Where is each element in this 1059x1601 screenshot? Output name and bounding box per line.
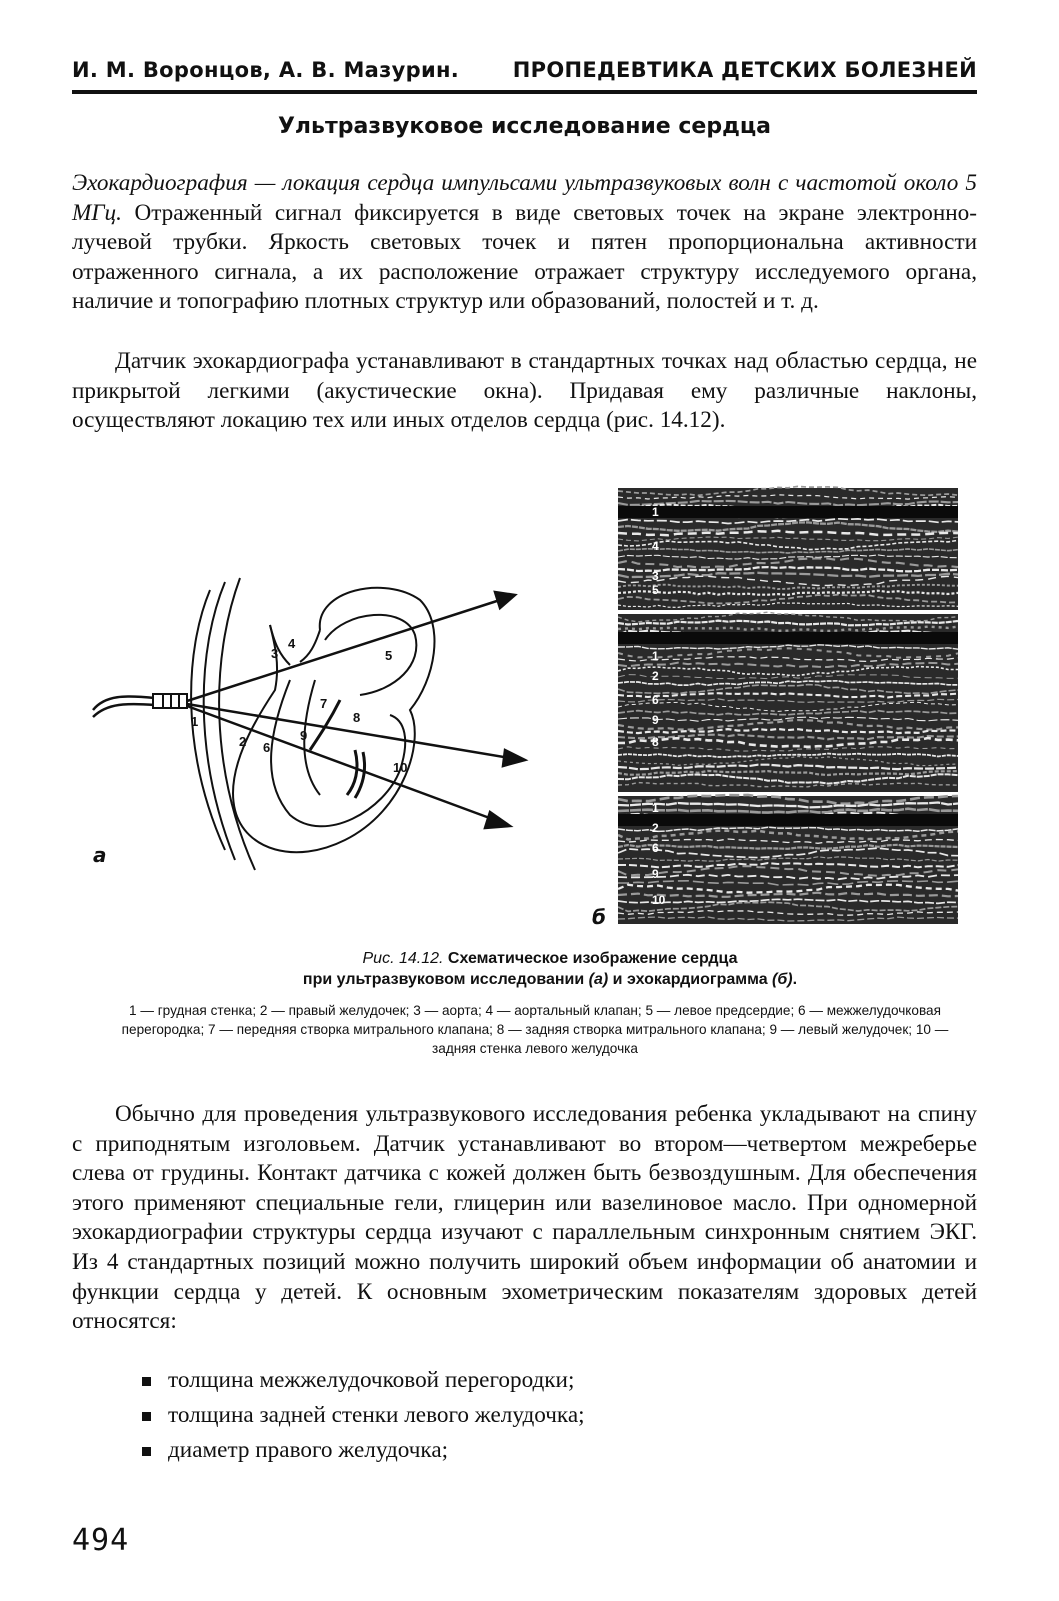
echo-band bbox=[618, 814, 958, 826]
scheme-number-4: 4 bbox=[288, 636, 296, 651]
section-title: Ультразвуковое исследование сердца bbox=[277, 114, 772, 139]
scheme-number-9: 9 bbox=[300, 728, 308, 743]
scheme-number-2: 2 bbox=[239, 734, 247, 749]
list-item bbox=[140, 1363, 960, 1398]
echo-label-4: 5 bbox=[652, 583, 659, 597]
echo-label-3: 3 bbox=[652, 569, 659, 583]
paragraph-1-definition: Эхокардиография — локация сердца импульсами ультразвуковых волн с частотой около 5 МГц. bbox=[72, 170, 977, 226]
scheme-number-7: 7 bbox=[320, 696, 328, 711]
figure-label-a: а bbox=[93, 843, 107, 867]
list-item-text: толщина задней стенки левого желудочка; bbox=[168, 1402, 585, 1428]
scheme-number-5: 5 bbox=[385, 648, 393, 663]
echo-label-5: 1 bbox=[652, 649, 659, 663]
echo-label-10: 1 bbox=[652, 801, 659, 815]
header-rule bbox=[72, 90, 977, 94]
echo-label-13: 9 bbox=[652, 867, 659, 881]
scheme-number-1: 1 bbox=[191, 714, 199, 729]
figure-a-heart-scheme bbox=[85, 570, 535, 890]
caption-line-2a: при ультразвуковом исследовании bbox=[302, 971, 589, 988]
echo-label-7: 6 bbox=[652, 693, 659, 707]
echo-label-11: 2 bbox=[652, 821, 659, 835]
paragraph-1-text: Отраженный сигнал фиксируется в виде световых точек на экране электронно-лучевой трубки. Яркость световых точек и пятен пропорциональна активности отраженного сигнала, а их расположение отражает структуру исследуемого органа, наличие и топографию плотных структур или образований, полостей и т. д. bbox=[72, 199, 977, 315]
echo-label-2: 4 bbox=[652, 539, 659, 553]
list-item-text: толщина межжелудочковой перегородки; bbox=[168, 1367, 575, 1393]
running-head bbox=[72, 58, 977, 82]
figure-legend: 1 — грудная стенка; 2 — правый желудочек; 3 — аорта; 4 — аортальный клапан; 5 — левое предсердие; 6 — межжелудочковая перегородка; 7 — передняя створка митрального клапана; 8 — задняя створка митрального клапана; 9 — левый желудочек; 10 — задняя стенка левого желудочка bbox=[121, 1003, 949, 1056]
figure-caption bbox=[200, 948, 900, 990]
paragraph-1 bbox=[72, 169, 977, 317]
caption-end: . bbox=[792, 971, 798, 988]
paragraph-2: Датчик эхокардиографа устанавливают в стандартных точках над областью сердца, не прикрытой легкими (акустические окна). Придавая ему различные наклоны, осуществляют локацию тех или иных отделов сердца (рис. 14.12). bbox=[72, 348, 977, 434]
echo-band bbox=[618, 506, 958, 518]
echo-label-1: 1 bbox=[652, 505, 659, 519]
running-head-book-title: ПРОПЕДЕВТИКА ДЕТСКИХ БОЛЕЗНЕЙ bbox=[512, 58, 977, 82]
scheme-number-3: 3 bbox=[271, 646, 279, 661]
bullet-icon bbox=[142, 1412, 151, 1421]
page-number: 494 bbox=[72, 1523, 130, 1558]
caption-prefix: Рис. 14.12. bbox=[362, 950, 444, 967]
caption-line-2b: и эхокардиограмма bbox=[608, 971, 773, 988]
caption-part-a: (а) bbox=[588, 971, 609, 988]
scheme-number-8: 8 bbox=[353, 710, 361, 725]
running-head-authors: И. М. Воронцов, А. В. Мазурин. bbox=[72, 58, 460, 82]
echo-label-8: 9 bbox=[652, 713, 659, 727]
caption-line-1: Схематическое изображение сердца bbox=[443, 950, 738, 967]
echo-band bbox=[618, 632, 958, 644]
paragraph-3: Обычно для проведения ультразвукового исследования ребенка укладывают на спину с приподнятым изголовьем. Датчик устанавливают во втором—четвертом межреберье слева от грудины. Контакт датчика с кожей должен быть безвоздушным. Для обеспечения этого применяют специальные гели, глицерин или вазелиновое масло. При одномерной эхокардиографии структуры сердца изучают с параллельным синхронным снятием ЭКГ. Из 4 стандартных позиций можно получить широкий объем информации об анатомии и функции сердца у детей. К основным эхометрическим показателям здоровых детей относятся: bbox=[72, 1101, 977, 1335]
scheme-number-10: 10 bbox=[393, 760, 408, 775]
list-item-text: диаметр правого желудочка; bbox=[168, 1437, 449, 1463]
echo-label-12: 6 bbox=[652, 841, 659, 855]
bullet-icon bbox=[142, 1447, 151, 1456]
echo-label-14: 10 bbox=[652, 893, 666, 907]
caption-part-b: (б) bbox=[772, 971, 793, 988]
bullet-icon bbox=[142, 1377, 151, 1386]
list-item bbox=[140, 1433, 960, 1468]
echo-label-6: 2 bbox=[652, 669, 659, 683]
indicator-list bbox=[140, 1363, 960, 1468]
echo-label-9: 8 bbox=[652, 735, 659, 749]
list-item bbox=[140, 1398, 960, 1433]
figure-label-b: б bbox=[592, 905, 606, 929]
scheme-number-6: 6 bbox=[263, 740, 271, 755]
figure-b-echocardiogram bbox=[618, 484, 958, 928]
